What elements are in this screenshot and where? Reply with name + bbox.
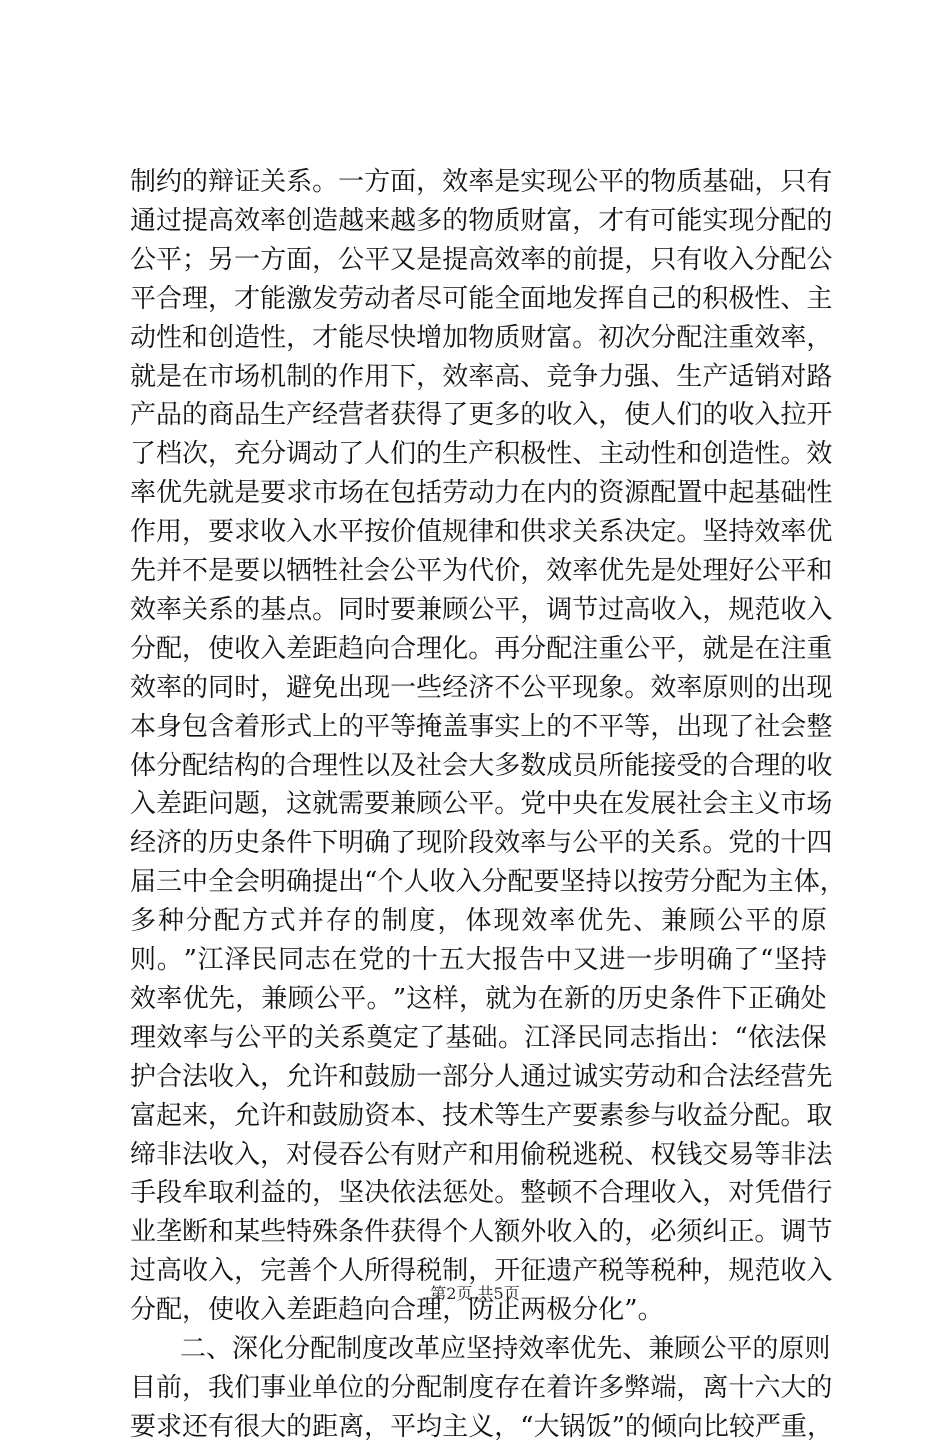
text-line: 入 差 距 问 题 ， 这 就 需 要 兼 顾 公 平 。 党 中 央 在 发 展 社 会 主 义 市 场: [130, 789, 833, 820]
text-line: 届 三 中 全 会 明 确 提 出 “ 个 人 收 入 分 配 要 坚 持 以 按 劳 分 配 为 主 体 ，: [130, 867, 846, 898]
text-line: 目 前 ， 我 们 事 业 单 位 的 分 配 制 度 存 在 着 许 多 弊 端 ， 离 十 六 大 的: [130, 1372, 833, 1403]
text-line: 业 垄 断 和 某 些 特 殊 条 件 获 得 个 人 额 外 收 入 的 ， 必 须 纠 正 。 调 节: [130, 1217, 833, 1248]
text-line: 通 过 提 高 效 率 创 造 越 来 越 多 的 物 质 财 富 ， 才 有 可 能 实 现 分 配 的: [130, 205, 833, 236]
text-line: 平 合 理 ， 才 能 激 发 劳 动 者 尽 可 能 全 面 地 发 挥 自 己 的 积 极 性 、 主: [130, 283, 833, 314]
text-line: 二 、 深 化 分 配 制 度 改 革 应 坚 持 效 率 优 先 、 兼 顾 公 平 的 原 则: [180, 1334, 831, 1364]
text-line: 多 种 分 配 方 式 并 存 的 制 度 ， 体 现 效 率 优 先 、 兼 顾 公 平 的 原: [130, 906, 827, 937]
text-line: 效 率 关 系 的 基 点 。 同 时 要 兼 顾 公 平 ， 调 节 过 高 收 入 ， 规 范 收 入: [130, 594, 833, 625]
text-line: 手 段 牟 取 利 益 的 ， 坚 决 依 法 惩 处 。 整 顿 不 合 理 收 入 ， 对 凭 借 行: [130, 1178, 833, 1209]
text-line: 护 合 法 收 入 ， 允 许 和 鼓 励 一 部 分 人 通 过 诚 实 劳 动 和 合 法 经 营 先: [130, 1061, 833, 1092]
text-line: 过 高 收 入 ， 完 善 个 人 所 得 税 制 ， 开 征 遗 产 税 等 税 种 ， 规 范 收 入: [130, 1256, 833, 1287]
text-line: 作 用 ， 要 求 收 入 水 平 按 价 值 规 律 和 供 求 关 系 决 定 。 坚 持 效 率 优: [130, 517, 833, 548]
text-line: 先 并 不 是 要 以 牺 牲 社 会 公 平 为 代 价 ， 效 率 优 先 是 处 理 好 公 平 和: [130, 556, 833, 586]
text-line: 效 率 优 先 ， 兼 顾 公 平 。 ” 这 样 ， 就 为 在 新 的 历 史 条 件 下 正 确 处: [130, 983, 827, 1014]
text-line: 公 平 ； 另 一 方 面 ， 公 平 又 是 提 高 效 率 的 前 提 ， 只 有 收 入 分 配 公: [130, 244, 833, 275]
text-line: 缔 非 法 收 入 ， 对 侵 吞 公 有 财 产 和 用 偷 税 逃 税 、 权 钱 交 易 等 非 法: [130, 1139, 833, 1170]
text-line: 经 济 的 历 史 条 件 下 明 确 了 现 阶 段 效 率 与 公 平 的 关 系 。 党 的 十 四: [130, 828, 833, 859]
text-line: 制 约 的 辩 证 关 系 。 一 方 面 ， 效 率 是 实 现 公 平 的 物 质 基 础 ， 只 有: [130, 167, 833, 197]
text-line: 了 档 次 ， 充 分 调 动 了 人 们 的 生 产 积 极 性 、 主 动 性 和 创 造 性 。 效: [130, 439, 833, 470]
text-line: 率 优 先 就 是 要 求 市 场 在 包 括 劳 动 力 在 内 的 资 源 配 置 中 起 基 础 性: [130, 478, 833, 509]
text-line: 分 配 ， 使 收 入 差 距 趋 向 合 理 化 。 再 分 配 注 重 公 平 ， 就 是 在 注 重: [130, 633, 833, 664]
text-line: 效 率 的 同 时 ， 避 免 出 现 一 些 经 济 不 公 平 现 象 。 效 率 原 则 的 出 现: [130, 672, 833, 703]
text-line: 产 品 的 商 品 生 产 经 营 者 获 得 了 更 多 的 收 入 ， 使 人 们 的 收 入 拉 开: [130, 400, 833, 431]
text-line: 就 是 在 市 场 机 制 的 作 用 下 ， 效 率 高 、 竞 争 力 强 、 生 产 适 销 对 路: [130, 361, 833, 392]
text-line: 理 效 率 与 公 平 的 关 系 奠 定 了 基 础 。 江 泽 民 同 志 指 出 ： “ 依 法 保: [130, 1022, 827, 1053]
text-line: 要 求 还 有 很 大 的 距 离 ， 平 均 主 义 ， “ 大 锅 饭 ” 的 倾 向 比 较 严 重 ，: [130, 1411, 833, 1442]
page-footer: 第2页 共5页: [430, 1284, 520, 1303]
text-line: 分 配 ， 使 收 入 差 距 趋 向 合 理 ， 防 止 两 极 分 化 ” 。: [130, 1295, 664, 1326]
text-line: 本 身 包 含 着 形 式 上 的 平 等 掩 盖 事 实 上 的 不 平 等 ， 出 现 了 社 会 整: [130, 711, 833, 742]
text-line: 动 性 和 创 造 性 ， 才 能 尽 快 增 加 物 质 财 富 。 初 次 分 配 注 重 效 率 ，: [130, 322, 833, 353]
text-line: 则 。 ” 江 泽 民 同 志 在 党 的 十 五 大 报 告 中 又 进 一 步 明 确 了 “ 坚 持: [130, 945, 827, 975]
text-line: 体 分 配 结 构 的 合 理 性 以 及 社 会 大 多 数 成 员 所 能 接 受 的 合 理 的 收: [130, 750, 833, 781]
text-line: 富 起 来 ， 允 许 和 鼓 励 资 本 、 技 术 等 生 产 要 素 参 与 收 益 分 配 。 取: [130, 1100, 833, 1131]
